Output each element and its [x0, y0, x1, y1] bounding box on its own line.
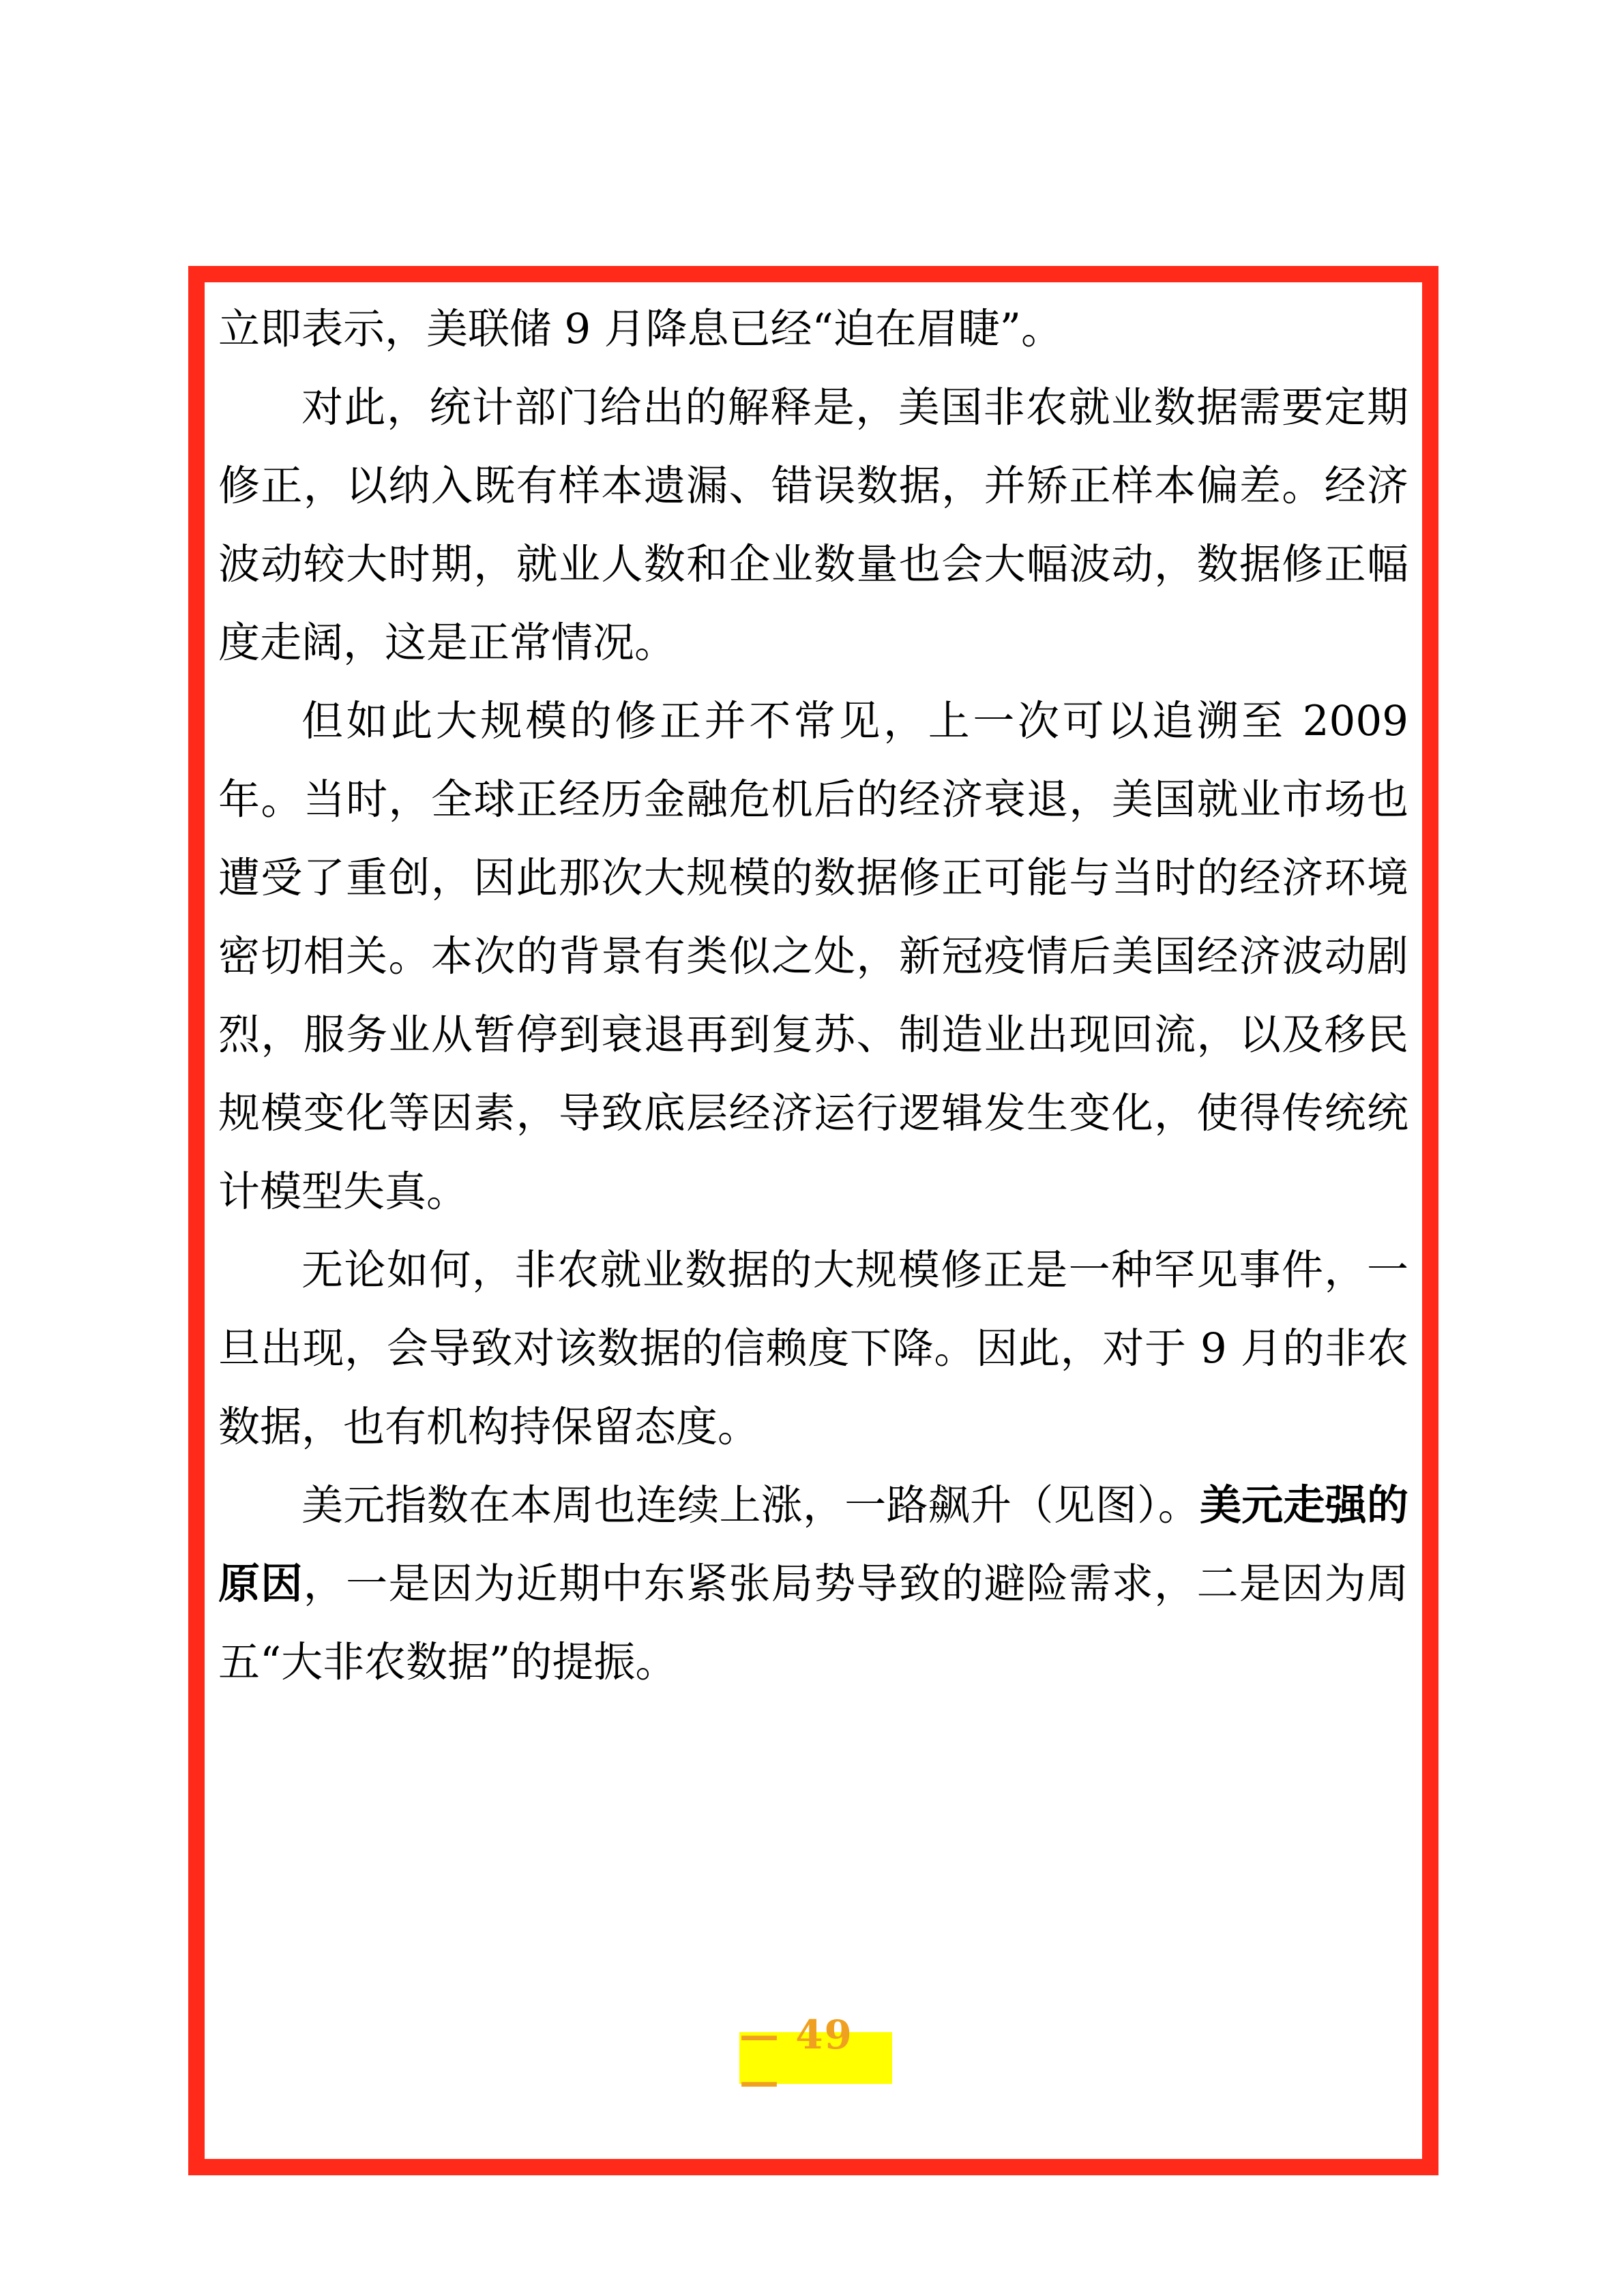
paragraph-4: 无论如何，非农就业数据的大规模修正是一种罕见事件，一旦出现，会导致对该数据的信赖度下降。因此，对于 9 月的非农数据，也有机构持保留态度。 — [218, 1246, 1408, 1451]
paragraph-1: 立即表示，美联储 9 月降息已经“迫在眉睫”。 — [218, 305, 1063, 353]
paragraph-5 — [218, 1466, 1408, 1701]
paragraph-3: 但如此大规模的修正并不常见，上一次可以追溯至 2009 年。当时，全球正经历金融危机后的经济衰退，美国就业市场也遭受了重创，因此那次大规模的数据修正可能与当时的经济环境密切相关。本次的背景有类似之处，新冠疫情后美国经济波动剧烈，服务业从暂停到衰退再到复苏、制造业出现回流，以及移民规模变化等因素，导致底层经济运行逻辑发生变化，使得传统统计模型失真。 — [218, 697, 1408, 1216]
paragraph-5-lead: 美元指数在本周也连续上涨，一路飙升（见图）。 — [301, 1481, 1200, 1530]
paragraph-2: 对此，统计部门给出的解释是，美国非农就业数据需要定期修正，以纳入既有样本遗漏、错误数据，并矫正样本偏差。经济波动较大时期，就业人数和企业数量也会大幅波动，数据修正幅度走阔，这是正常情况。 — [218, 383, 1408, 667]
paragraph-5-bold-phrase: 美元走强的原因 — [218, 1481, 1408, 1608]
paragraph-5-rest: ，一是因为近期中东紧张局势导致的避险需求，二是因为周五“大非农数据”的提振。 — [218, 1560, 1408, 1686]
page-number: — 49 — — [739, 2032, 892, 2084]
document-body — [218, 290, 1408, 1701]
